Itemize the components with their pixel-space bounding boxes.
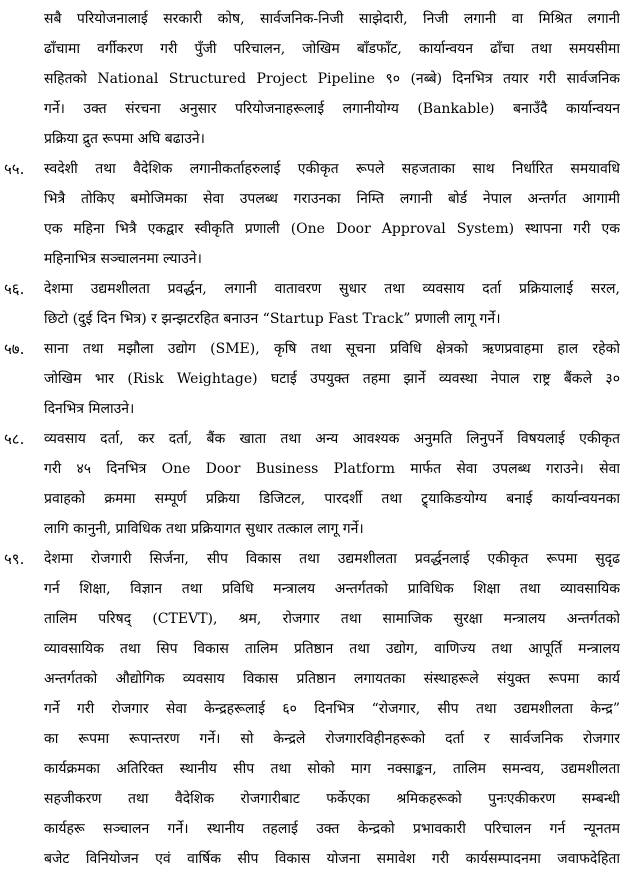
text-line: भित्रै तोकिए बमोजिमका सेवा उपलब्ध गराउनका निम्ति लगानी बोर्ड नेपाल अन्तर्गत आगामी bbox=[44, 191, 620, 207]
text-line: अन्तर्गतको औद्योगिक व्यवसाय विकास प्रतिष्ठान लगायतका संस्थाहरूले संयुक्त रूपमा कार्य bbox=[44, 671, 620, 687]
text-line: जोखिम भार (Risk Weightage) घटाई उपयुक्त तहमा झार्ने व्यवस्था नेपाल राष्ट्र बैंकले ३० bbox=[44, 371, 620, 387]
text-line: सबै परियोजनालाई सरकारी कोष, सार्वजनिक-निजी साझेदारी, निजी लगानी वा मिश्रित लगानी bbox=[44, 11, 620, 27]
text-line: महिनाभित्र सञ्चालनमा ल्याउने। bbox=[44, 251, 202, 267]
paragraph-59 bbox=[4, 544, 620, 874]
text-line: गर्ने गरी रोजगार सेवा केन्द्रहरूलाई ६० दिनभित्र “रोजगार, सीप तथा उद्यमशीलता केन्द्र” bbox=[44, 701, 620, 717]
text-line: कार्यक्रमका अतिरिक्त स्थानीय सीप तथा सोको माग नक्साङ्कन, तालिम समन्वय, उद्यमशीलता bbox=[44, 761, 620, 777]
text-line: तालिम परिषद् (CTEVT), श्रम, रोजगार तथा सामाजिक सुरक्षा मन्त्रालय अन्तर्गतको bbox=[44, 611, 620, 627]
text-line: प्रवाहको क्रममा सम्पूर्ण प्रक्रिया डिजिटल, पारदर्शी तथा ट्र्याकिङयोग्य बनाई कार्यान्वयनका bbox=[44, 491, 620, 507]
text-line: का रूपमा रूपान्तरण गर्ने। सो केन्द्रले रोजगारविहीनहरूको दर्ता र सार्वजनिक रोजगार bbox=[44, 731, 620, 747]
text-line: लागि कानुनी, प्राविधिक तथा प्रक्रियागत सुधार तत्काल लागू गर्ने। bbox=[44, 521, 364, 537]
text-line: सहितको National Structured Project Pipeline ९० (नब्बे) दिनभित्र तयार गरी सार्वजनिक bbox=[44, 71, 620, 87]
paragraph-55 bbox=[4, 154, 620, 274]
text-line: गर्न शिक्षा, विज्ञान तथा प्रविधि मन्त्रालय अन्तर्गतको प्राविधिक शिक्षा तथा व्यावसायिक bbox=[44, 581, 620, 597]
paragraph-57 bbox=[4, 334, 620, 424]
text-line: देशमा उद्यमशीलता प्रवर्द्धन, लगानी वातावरण सुधार तथा व्यवसाय दर्ता प्रक्रियालाई सरल, bbox=[44, 281, 620, 297]
text-line: साना तथा मझौला उद्योग (SME), कृषि तथा सूचना प्रविधि क्षेत्रको ऋणप्रवाहमा हाल रहेको bbox=[44, 341, 620, 357]
text-line: बजेट विनियोजन एवं वार्षिक सीप विकास योजना समावेश गरी कार्यसम्पादनमा जवाफदेहिता bbox=[44, 851, 620, 867]
text-line: ढाँचामा वर्गीकरण गरी पुँजी परिचालन, जोखिम बाँडफाँट, कार्यान्वयन ढाँचा तथा समयसीमा bbox=[44, 41, 620, 57]
text-line: कार्यहरू सञ्चालन गर्ने। स्थानीय तहलाई उक्त केन्द्रको प्रभावकारी परिचालन गर्न न्यूनतम bbox=[44, 821, 620, 837]
paragraph-number: ५५. bbox=[4, 160, 25, 178]
text-line: व्यावसायिक तथा सिप विकास तालिम प्रतिष्ठान तथा उद्योग, वाणिज्य तथा आपूर्ति मन्त्रालय bbox=[44, 641, 620, 657]
text-line: एक महिना भित्रै एकद्वार स्वीकृति प्रणाली (One Door Approval System) स्थापना गरी एक bbox=[44, 221, 620, 237]
text-line: छिटो (दुई दिन भित्र) र झन्झटरहित बनाउन “Startup Fast Track” प्रणाली लागू गर्ने। bbox=[44, 311, 501, 327]
text-line: दिनभित्र मिलाउने। bbox=[44, 401, 135, 417]
text-line: स्वदेशी तथा वैदेशिक लगानीकर्ताहरुलाई एकीकृत रूपले सहजताका साथ निर्धारित समयावधि bbox=[44, 161, 620, 177]
text-line: प्रक्रिया द्रुत रूपमा अघि बढाउने। bbox=[44, 131, 205, 147]
text-line: सहजीकरण तथा वैदेशिक रोजगारीबाट फर्केएका श्रमिकहरूको पुनःएकीकरण सम्बन्धी bbox=[44, 791, 620, 807]
paragraph-56 bbox=[4, 274, 620, 334]
text-line: गरी ४५ दिनभित्र One Door Business Platform मार्फत सेवा उपलब्ध गराउने। सेवा bbox=[44, 461, 620, 477]
paragraph-54-continued bbox=[44, 4, 620, 154]
text-line: गर्ने। उक्त संरचना अनुसार परियोजनाहरूलाई लगानीयोग्य (Bankable) बनाउँदै कार्यान्वयन bbox=[44, 101, 620, 117]
paragraph-number: ५९. bbox=[4, 550, 25, 568]
text-line: व्यवसाय दर्ता, कर दर्ता, बैंक खाता तथा अन्य आवश्यक अनुमति लिनुपर्ने विषयलाई एकीकृत bbox=[44, 431, 620, 447]
paragraph-number: ५६. bbox=[4, 280, 25, 298]
paragraph-number: ५७. bbox=[4, 340, 25, 358]
paragraph-58 bbox=[4, 424, 620, 544]
text-line: देशमा रोजगारी सिर्जना, सीप विकास तथा उद्यमशीलता प्रवर्द्धनलाई एकीकृत रूपमा सुदृढ bbox=[44, 551, 620, 567]
paragraph-number: ५८. bbox=[4, 430, 25, 448]
